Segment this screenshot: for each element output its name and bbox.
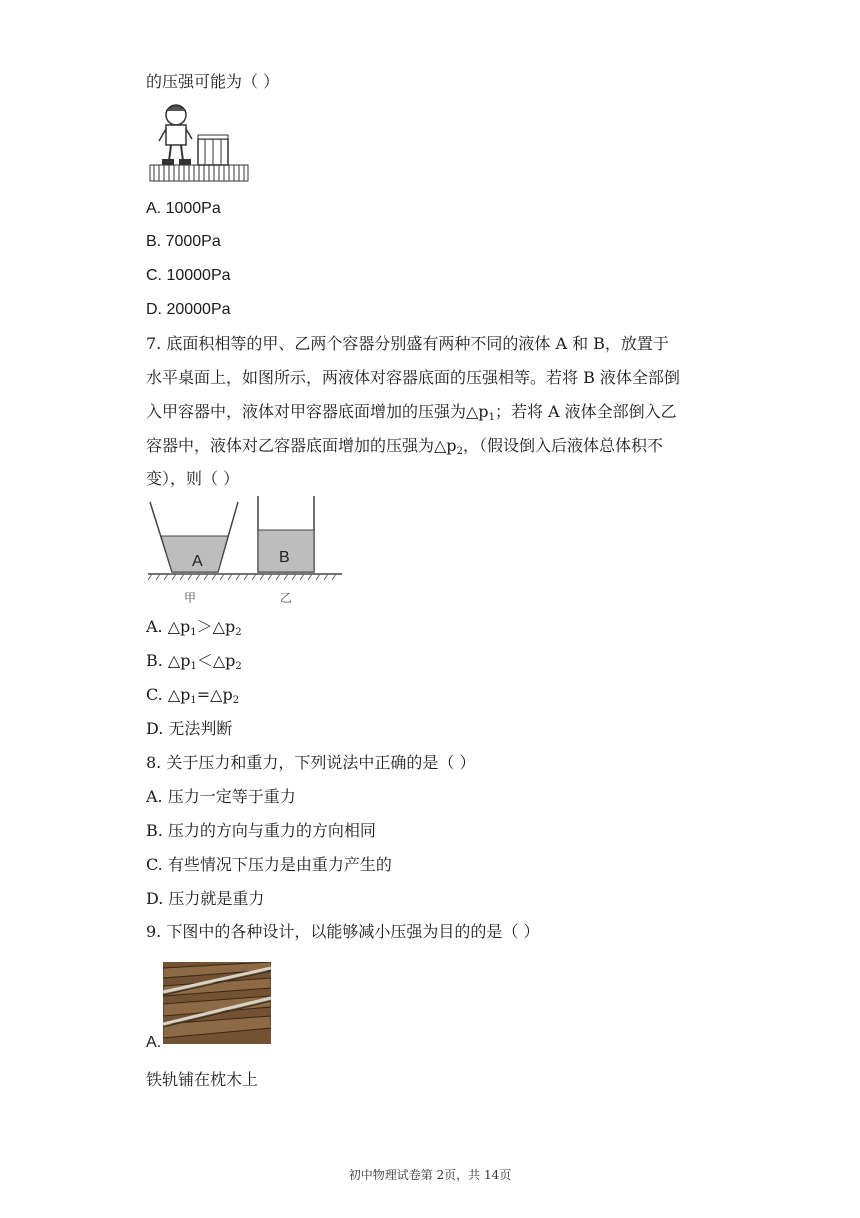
q7-figure-containers xyxy=(146,494,344,608)
q7-stem-line-5: 变），则（ ） xyxy=(146,469,240,488)
q8-stem: 8. 关于压力和重力，下列说法中正确的是（ ） xyxy=(146,753,476,772)
q6-figure-boy-and-box xyxy=(148,103,250,183)
q9-option-a-caption: 铁轨铺在枕木上 xyxy=(146,1070,259,1089)
q7-option-a: A. $\triangle p_1>\triangle p_2$ xyxy=(146,617,242,638)
q7-label-b: B xyxy=(279,549,290,566)
q6-option-d: D. 20000Pa xyxy=(146,301,231,318)
q7-stem-line-4: 容器中，液体对乙容器底面增加的压强为$\triangle p_2$，（假设倒入后液体总体积不 xyxy=(146,436,663,457)
railway-sleepers-photo xyxy=(163,962,271,1044)
q7-stem-line-3: 入甲容器中，液体对甲容器底面增加的压强为$\triangle p_1$；若将 A 液体全部倒入乙 xyxy=(146,402,677,423)
q7-stem-line-2: 水平桌面上，如图所示，两液体对容器底面的压强相等。若将 B 液体全部倒 xyxy=(146,368,680,387)
q8-option-a: A. 压力一定等于重力 xyxy=(146,787,296,806)
q7-stem-line-1: 7. 底面积相等的甲、乙两个容器分别盛有两种不同的液体 A 和 B，放置于 xyxy=(146,334,669,353)
q6-stem-tail: 的压强可能为（ ） xyxy=(146,72,280,91)
q7-option-c: C. $\triangle p_1=\triangle p_2$ xyxy=(146,685,240,706)
page-footer: 初中物理试卷第 2页，共 14页 xyxy=(348,1168,512,1182)
q7-caption-jia: 甲 xyxy=(184,591,197,605)
q6-option-b: B. 7000Pa xyxy=(146,233,221,250)
q7-option-d: D. 无法判断 xyxy=(146,719,233,738)
q9-stem: 9. 下图中的各种设计，以能够减小压强为目的的是（ ） xyxy=(146,922,540,941)
q7-label-a: A xyxy=(192,553,203,570)
q7-caption-yi: 乙 xyxy=(280,591,293,605)
q8-option-b: B. 压力的方向与重力的方向相同 xyxy=(146,821,376,840)
q8-option-c: C. 有些情况下压力是由重力产生的 xyxy=(146,855,392,874)
q9-option-a-label: A. xyxy=(146,1034,162,1051)
q7-option-b: B. $\triangle p_1<\triangle p_2$ xyxy=(146,651,242,672)
q6-option-a: A. 1000Pa xyxy=(146,200,221,217)
q6-option-c: C. 10000Pa xyxy=(146,267,231,284)
q8-option-d: D. 压力就是重力 xyxy=(146,889,265,908)
